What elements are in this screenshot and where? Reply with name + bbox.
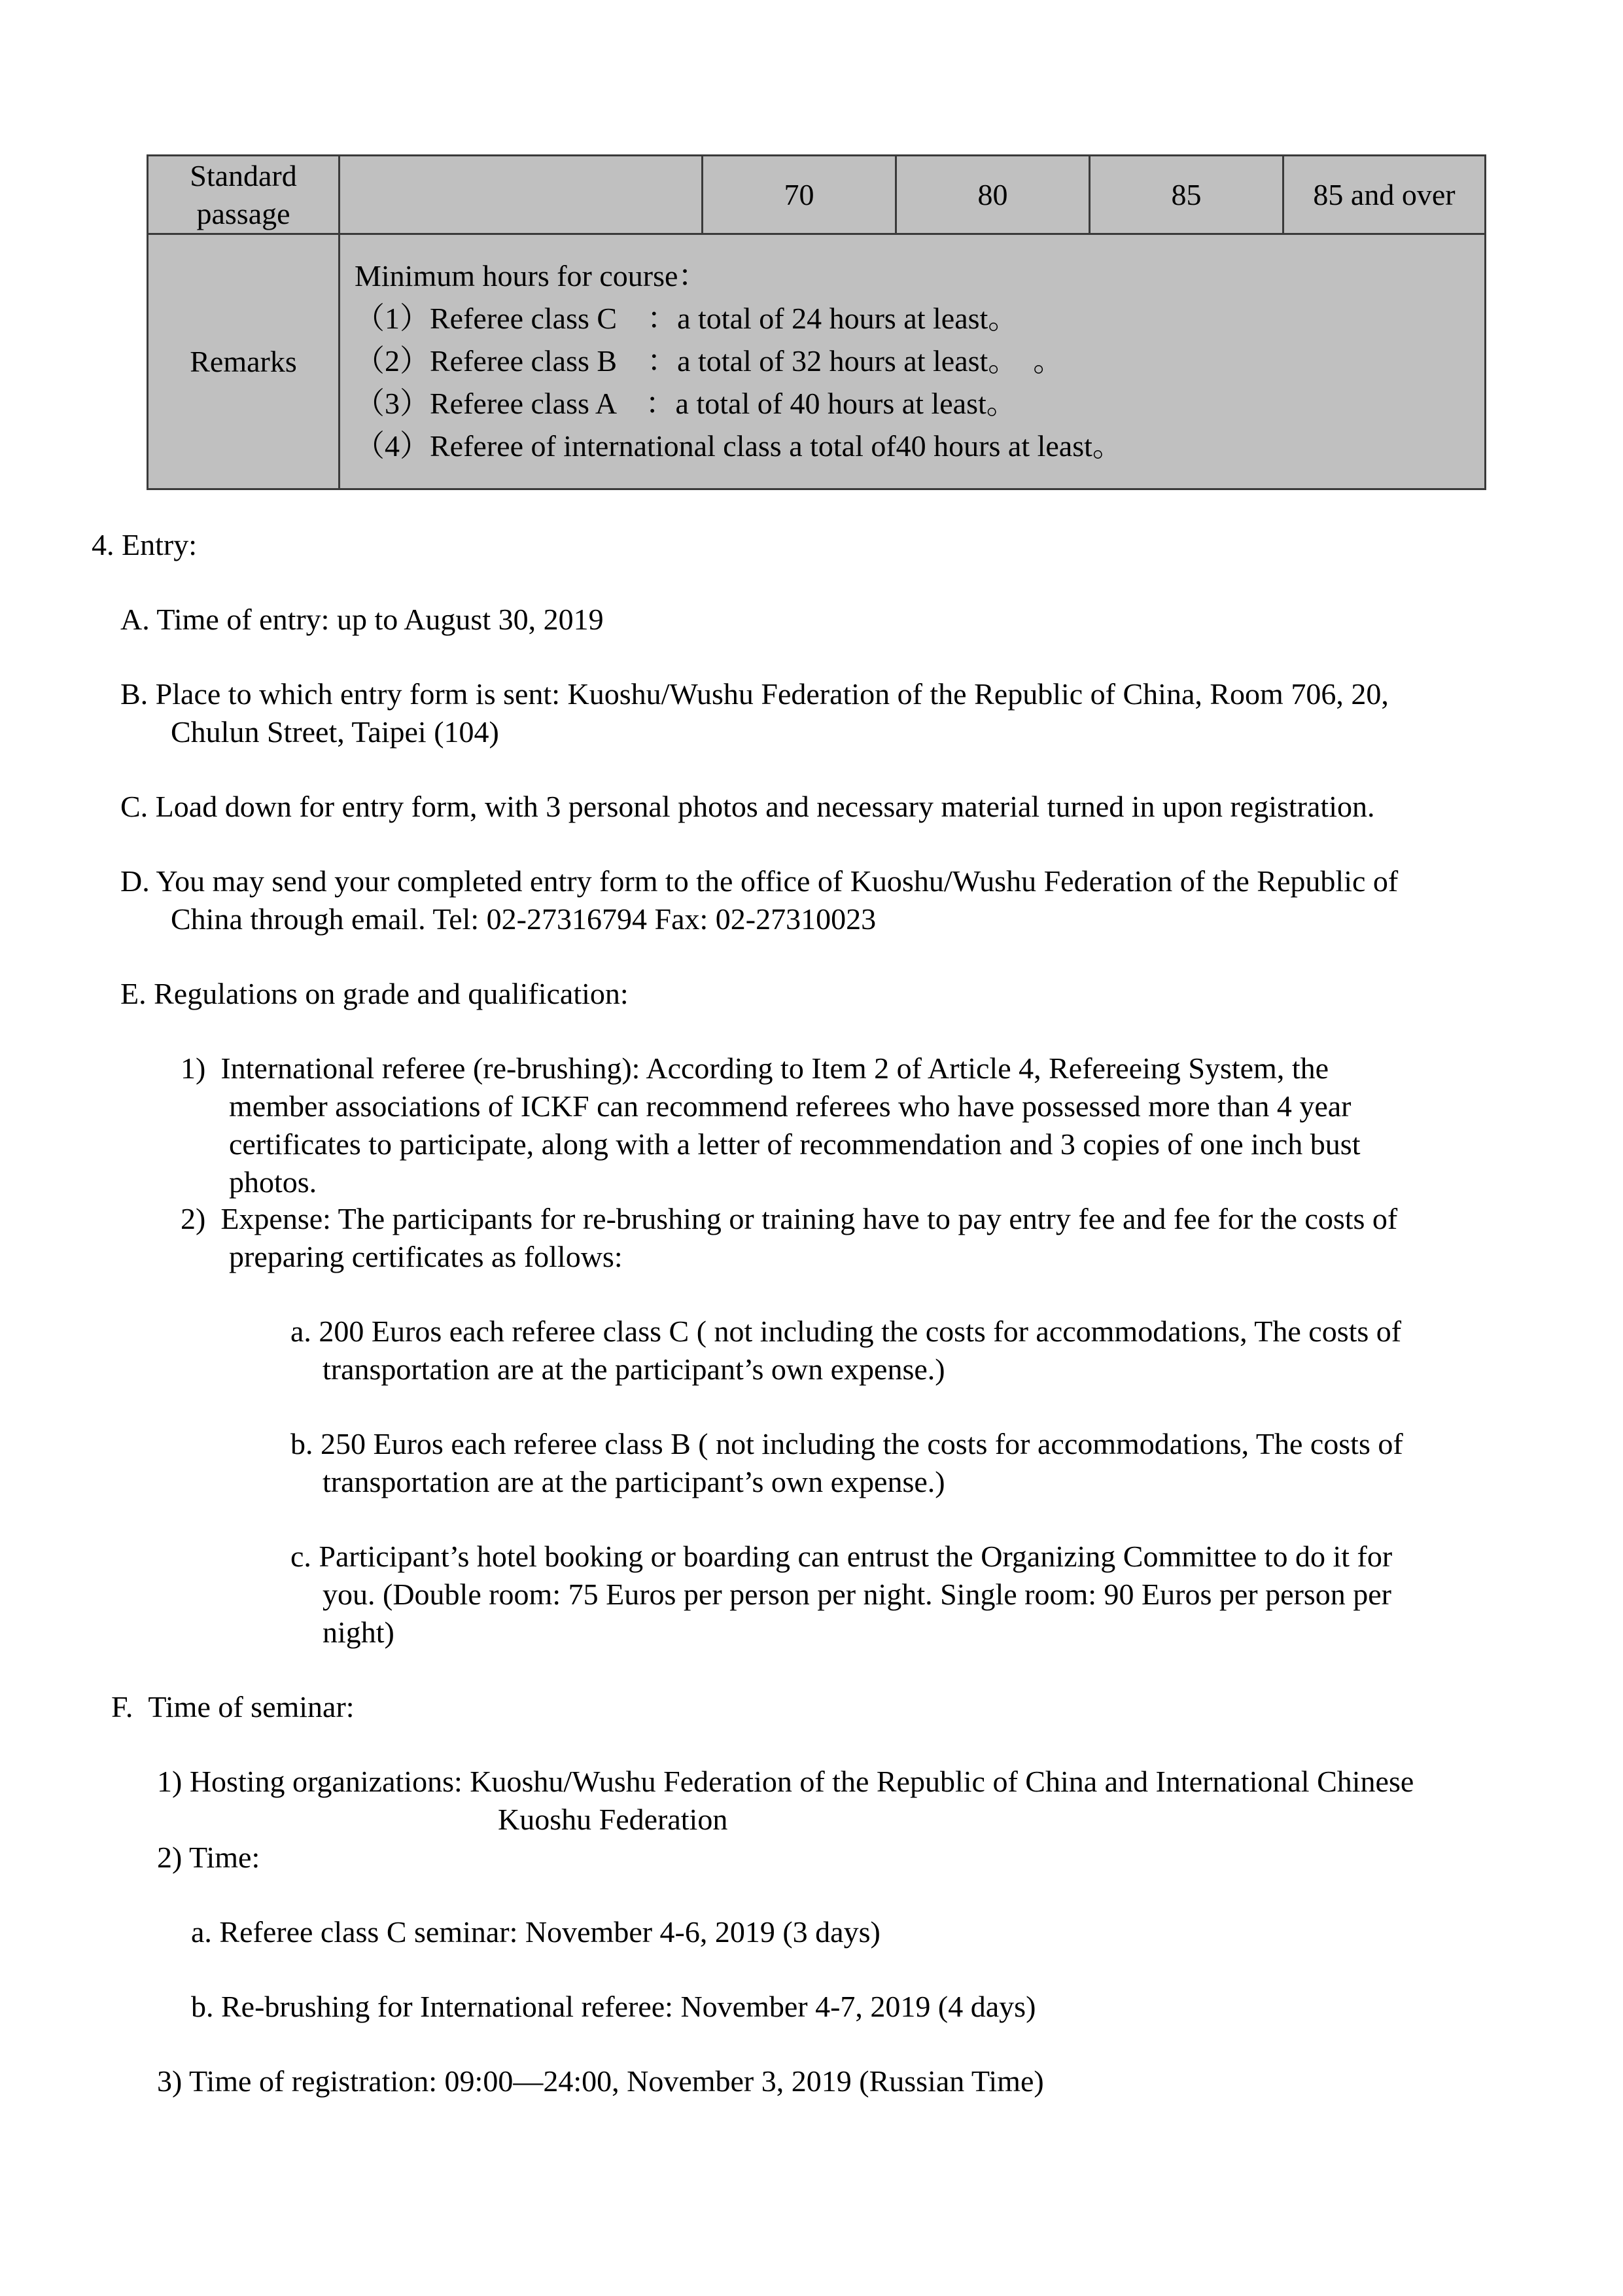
entry-item-e: E. Regulations on grade and qualification: xyxy=(120,977,629,1010)
remarks-item: （1）Referee class C ：a total of 24 hours at least。 xyxy=(355,302,1019,335)
table-cell-85-and-over: 85 and over xyxy=(1283,156,1486,234)
entry-item-b-line1: B. Place to which entry form is sent: Kuoshu/Wushu Federation of the Republic of China, Room 706, 20, xyxy=(120,677,1389,711)
regulation-1-line4: photos. xyxy=(229,1165,317,1199)
remarks-label: Remarks xyxy=(148,234,340,489)
remarks-item: （4）Referee of international class a total of40 hours at least。 xyxy=(355,429,1123,463)
seminar-2b: b. Re-brushing for International referee: November 4-7, 2019 (4 days) xyxy=(191,1990,1036,2023)
expense-c-line3: night) xyxy=(323,1616,394,1649)
remarks-item: （2）Referee class B ：a total of 32 hours at least。 。 xyxy=(355,344,1064,378)
expense-a-line1: a. 200 Euros each referee class C ( not including the costs for accommodations, The costs of xyxy=(290,1315,1402,1348)
table-cell-80: 80 xyxy=(896,156,1090,234)
standard-label-line2: passage xyxy=(196,196,290,230)
entry-item-d-line1: D. You may send your completed entry form to the office of Kuoshu/Wushu Federation of the Republic of xyxy=(120,864,1399,898)
entry-item-f: F. Time of seminar: xyxy=(111,1690,355,1723)
section-heading-entry: 4. Entry: xyxy=(92,528,197,561)
seminar-3: 3) Time of registration: 09:00—24:00, November 3, 2019 (Russian Time) xyxy=(157,2064,1044,2098)
regulation-1-line1: 1) International referee (re-brushing): According to Item 2 of Article 4, Refereeing System, the xyxy=(181,1051,1329,1085)
entry-item-c: C. Load down for entry form, with 3 personal photos and necessary material turned in upon registration. xyxy=(120,790,1375,823)
entry-item-b-line2: Chulun Street, Taipei (104) xyxy=(171,715,499,749)
table-row xyxy=(148,234,1486,489)
table-cell-70: 70 xyxy=(703,156,896,234)
table-cell-label xyxy=(148,156,340,234)
standard-label-line1: Standard xyxy=(190,158,297,192)
regulation-2-line2: preparing certificates as follows: xyxy=(229,1240,623,1273)
standard-passage-table xyxy=(147,154,1486,490)
regulation-1-line2: member associations of ICKF can recommend referees who have possessed more than 4 year xyxy=(229,1089,1352,1123)
regulation-1-line3: certificates to participate, along with a letter of recommendation and 3 copies of one inch bust xyxy=(229,1127,1361,1161)
regulation-2-line1: 2) Expense: The participants for re-brushing or training have to pay entry fee and fee for the costs of xyxy=(181,1202,1398,1235)
remarks-title: Minimum hours for course： xyxy=(355,259,708,292)
expense-b-line2: transportation are at the participant’s own expense.) xyxy=(323,1465,945,1498)
seminar-1-line2: Kuoshu Federation xyxy=(498,1803,728,1836)
remarks-item: （3）Referee class A ：a total of 40 hours at least。 xyxy=(355,387,1017,420)
expense-c-line2: you. (Double room: 75 Euros per person per night. Single room: 90 Euros per person per xyxy=(323,1578,1391,1611)
table-cell-85: 85 xyxy=(1090,156,1283,234)
entry-item-a: A. Time of entry: up to August 30, 2019 xyxy=(120,603,604,636)
entry-item-d-line2: China through email. Tel: 02-27316794 Fax: 02-27310023 xyxy=(171,902,877,936)
seminar-2a: a. Referee class C seminar: November 4-6, 2019 (3 days) xyxy=(191,1915,881,1949)
expense-c-line1: c. Participant’s hotel booking or boarding can entrust the Organizing Committee to do it for xyxy=(290,1540,1393,1573)
seminar-2: 2) Time: xyxy=(157,1841,260,1874)
expense-a-line2: transportation are at the participant’s own expense.) xyxy=(323,1352,945,1386)
table-cell-empty xyxy=(340,156,703,234)
seminar-1-line1: 1) Hosting organizations: Kuoshu/Wushu Federation of the Republic of China and International Chinese xyxy=(157,1765,1414,1798)
table-row xyxy=(148,156,1486,234)
expense-b-line1: b. 250 Euros each referee class B ( not including the costs for accommodations, The costs of xyxy=(290,1427,1403,1460)
remarks-content xyxy=(340,234,1486,489)
